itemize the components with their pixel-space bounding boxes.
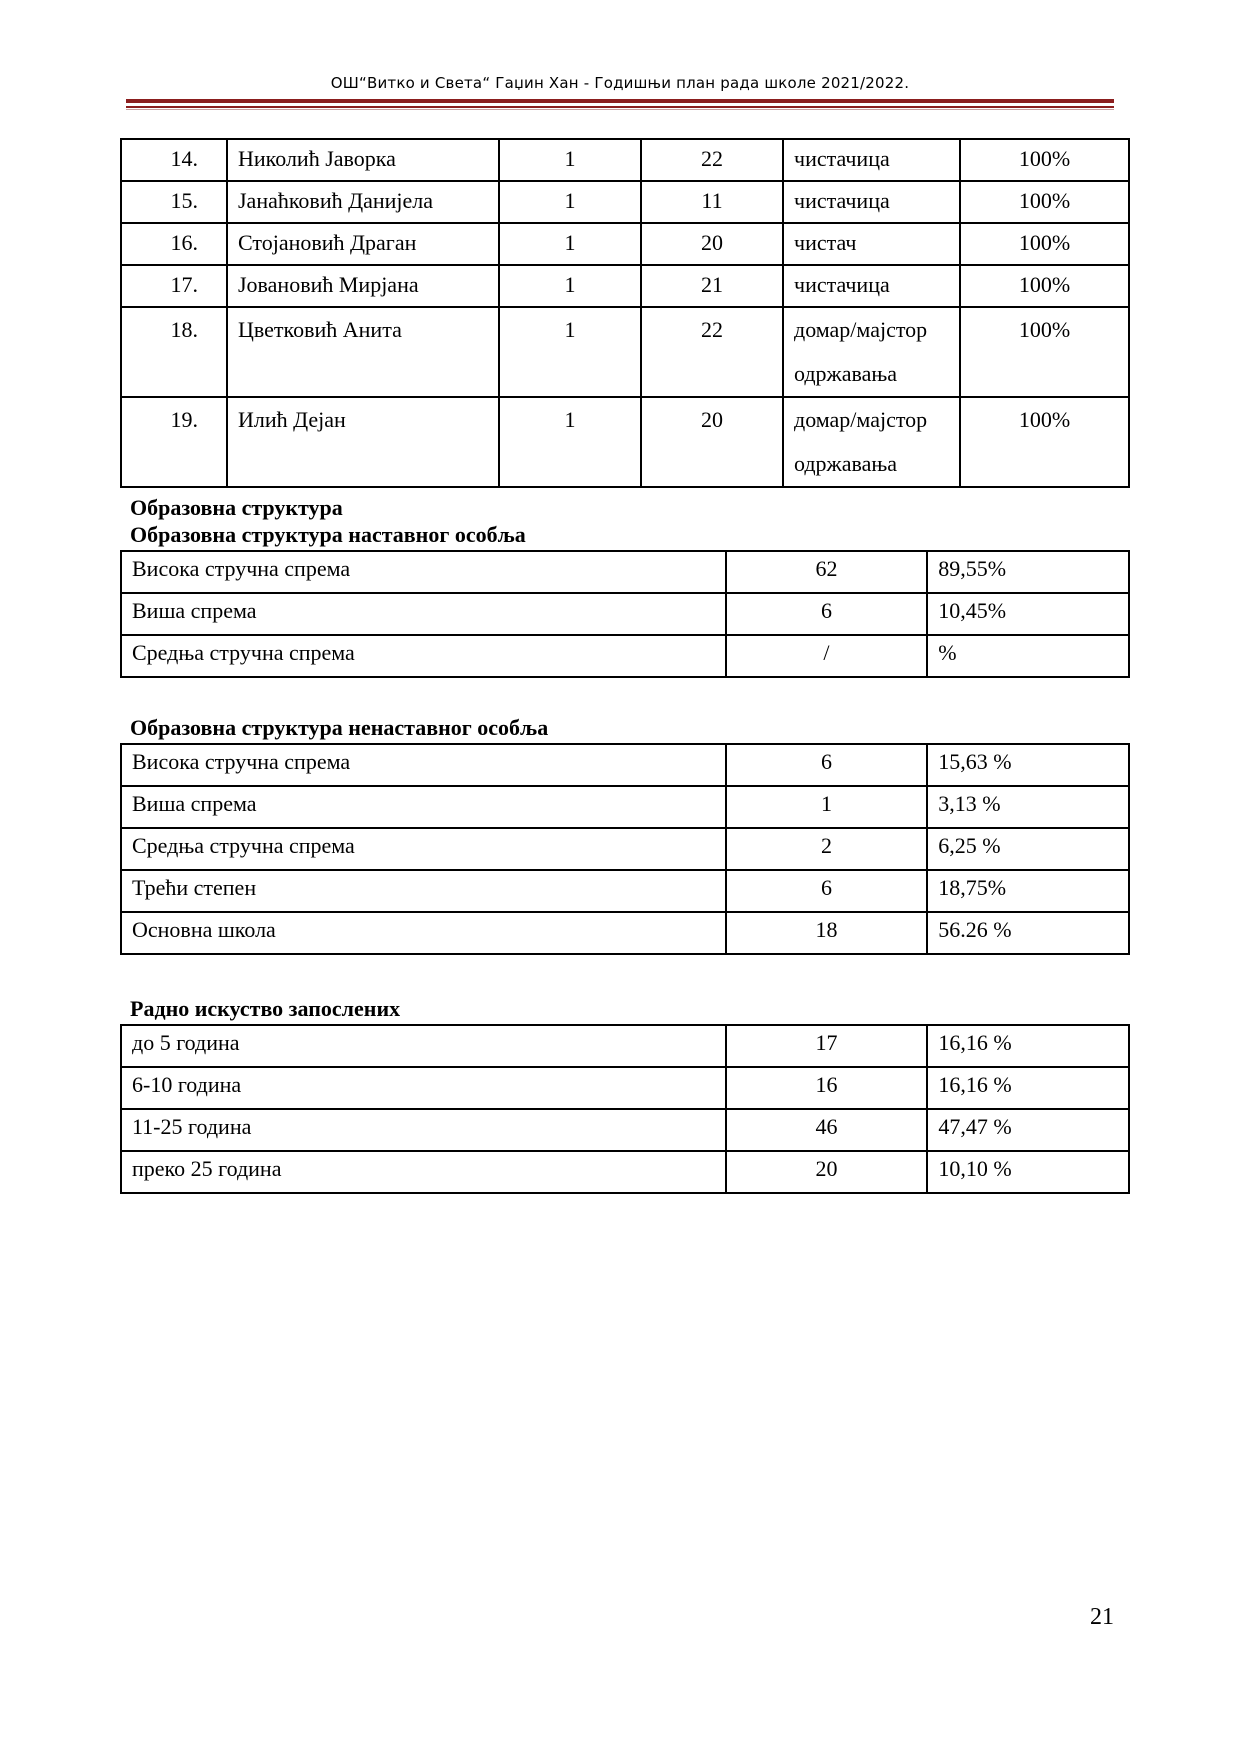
education-count: 1 xyxy=(726,786,928,828)
experience-count: 46 xyxy=(726,1109,928,1151)
education-level: Средња стручна спрема xyxy=(121,635,726,677)
education-percent: 15,63 % xyxy=(927,744,1129,786)
table-row xyxy=(121,139,1129,181)
table-row xyxy=(121,870,1129,912)
table-row xyxy=(121,828,1129,870)
header-rule xyxy=(126,99,1114,103)
table-row xyxy=(121,1109,1129,1151)
role-line: чистачица xyxy=(794,272,890,297)
education-count: 2 xyxy=(726,828,928,870)
staff-role xyxy=(783,397,960,487)
education-structure-title: Образовна структура xyxy=(130,495,343,520)
staff-count: 1 xyxy=(499,307,641,397)
table-row xyxy=(121,1067,1129,1109)
staff-percent: 100% xyxy=(960,397,1129,487)
staff-role xyxy=(783,181,960,223)
role-line: домар/мајстор xyxy=(794,317,928,342)
table-row xyxy=(121,744,1129,786)
staff-name: Стојановић Драган xyxy=(227,223,499,265)
experience-count: 16 xyxy=(726,1067,928,1109)
education-count: 18 xyxy=(726,912,928,954)
staff-count: 1 xyxy=(499,139,641,181)
staff-percent: 100% xyxy=(960,223,1129,265)
education-percent: 89,55% xyxy=(927,551,1129,593)
page-number: 21 xyxy=(1090,1604,1114,1630)
staff-years: 21 xyxy=(641,265,783,307)
experience-count: 20 xyxy=(726,1151,928,1193)
education-percent: 56.26 % xyxy=(927,912,1129,954)
experience-range: 6-10 година xyxy=(121,1067,726,1109)
education-level: Висока стручна спрема xyxy=(121,551,726,593)
table-row xyxy=(121,181,1129,223)
education-percent: 3,13 % xyxy=(927,786,1129,828)
experience-range: 11-25 година xyxy=(121,1109,726,1151)
experience-count: 17 xyxy=(726,1025,928,1067)
education-level: Средња стручна спрема xyxy=(121,828,726,870)
work-experience-title: Радно искуство запослених xyxy=(130,996,401,1021)
education-count: / xyxy=(726,635,928,677)
row-number: 16. xyxy=(121,223,227,265)
staff-percent: 100% xyxy=(960,139,1129,181)
staff-count: 1 xyxy=(499,265,641,307)
experience-range: преко 25 година xyxy=(121,1151,726,1193)
education-percent: 18,75% xyxy=(927,870,1129,912)
staff-role xyxy=(783,223,960,265)
table-row xyxy=(121,786,1129,828)
education-count: 6 xyxy=(726,593,928,635)
table-row xyxy=(121,635,1129,677)
staff-table xyxy=(120,138,1130,488)
staff-name: Илић Дејан xyxy=(227,397,499,487)
experience-percent: 47,47 % xyxy=(927,1109,1129,1151)
education-level: Виша спрема xyxy=(121,786,726,828)
experience-range: до 5 година xyxy=(121,1025,726,1067)
education-percent: % xyxy=(927,635,1129,677)
staff-count: 1 xyxy=(499,397,641,487)
table-row xyxy=(121,1151,1129,1193)
staff-percent: 100% xyxy=(960,265,1129,307)
row-number: 15. xyxy=(121,181,227,223)
education-percent: 6,25 % xyxy=(927,828,1129,870)
row-number: 18. xyxy=(121,307,227,397)
row-number: 17. xyxy=(121,265,227,307)
staff-years: 20 xyxy=(641,397,783,487)
table-row xyxy=(121,1025,1129,1067)
teaching-staff-title: Образовна структура наставног особља xyxy=(130,522,526,547)
row-number: 19. xyxy=(121,397,227,487)
staff-name: Цветковић Анита xyxy=(227,307,499,397)
education-level: Виша спрема xyxy=(121,593,726,635)
education-level: Основна школа xyxy=(121,912,726,954)
role-line: чистач xyxy=(794,230,857,255)
nonteaching-staff-title: Образовна структура ненаставног особља xyxy=(130,715,549,740)
table-row xyxy=(121,593,1129,635)
role-line: чистачица xyxy=(794,188,890,213)
staff-role xyxy=(783,265,960,307)
work-experience-table xyxy=(120,1024,1130,1194)
education-count: 62 xyxy=(726,551,928,593)
header-rule-thin xyxy=(126,106,1114,108)
staff-role xyxy=(783,307,960,397)
table-row xyxy=(121,551,1129,593)
nonteaching-education-table xyxy=(120,743,1130,955)
education-count: 6 xyxy=(726,744,928,786)
staff-years: 22 xyxy=(641,139,783,181)
staff-years: 20 xyxy=(641,223,783,265)
role-line: чистачица xyxy=(794,146,890,171)
table-row xyxy=(121,307,1129,397)
teaching-education-table xyxy=(120,550,1130,678)
role-line: домар/мајстор xyxy=(794,407,928,432)
staff-name: Јовановић Мирјана xyxy=(227,265,499,307)
staff-count: 1 xyxy=(499,223,641,265)
row-number: 14. xyxy=(121,139,227,181)
staff-name: Јанаћковић Данијела xyxy=(227,181,499,223)
education-level: Висока стручна спрема xyxy=(121,744,726,786)
staff-role xyxy=(783,139,960,181)
experience-percent: 16,16 % xyxy=(927,1025,1129,1067)
header-rule-accent xyxy=(126,109,1114,110)
table-row xyxy=(121,912,1129,954)
document-header: ОШ“Витко и Света“ Гаџин Хан - Годишњи план рада школе 2021/2022. xyxy=(330,74,910,92)
staff-years: 11 xyxy=(641,181,783,223)
table-row xyxy=(121,397,1129,487)
role-line: одржавања xyxy=(794,451,898,476)
role-line: одржавања xyxy=(794,361,898,386)
table-row xyxy=(121,265,1129,307)
staff-name: Николић Јаворка xyxy=(227,139,499,181)
experience-percent: 16,16 % xyxy=(927,1067,1129,1109)
staff-percent: 100% xyxy=(960,307,1129,397)
education-level: Трећи степен xyxy=(121,870,726,912)
education-percent: 10,45% xyxy=(927,593,1129,635)
staff-count: 1 xyxy=(499,181,641,223)
education-count: 6 xyxy=(726,870,928,912)
staff-percent: 100% xyxy=(960,181,1129,223)
staff-years: 22 xyxy=(641,307,783,397)
table-row xyxy=(121,223,1129,265)
experience-percent: 10,10 % xyxy=(927,1151,1129,1193)
